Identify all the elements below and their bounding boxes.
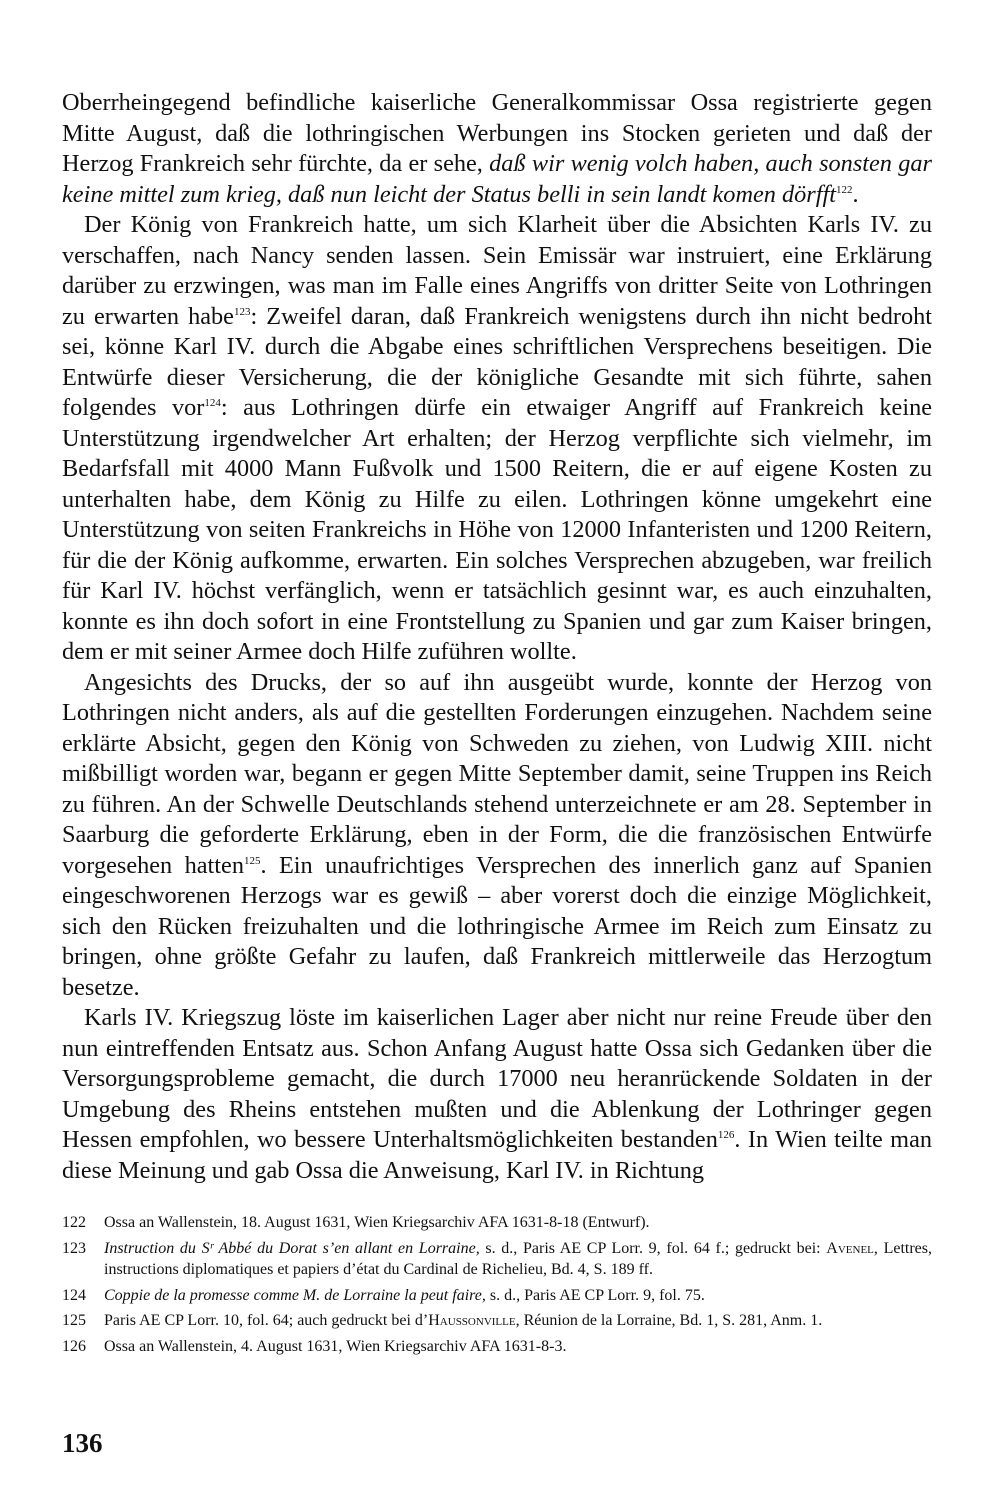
footnote-125 (62, 1310, 932, 1332)
footnote-ref-126: 126 (717, 1129, 735, 1141)
footnote-ref-123: 123 (233, 305, 251, 318)
footnote-ref-125: 125 (243, 854, 261, 867)
footnote-number: 125 (62, 1312, 86, 1329)
paragraph-3: Angesichts des Drucks, der so auf ihn ausgeübt wurde, konnte der Herzog von Lothringen nicht anders, als auf die gestellten Forderungen einzugehen. Nachdem seine erklärte Absicht, gegen den König von Schweden zu ziehen, von Ludwig XIII. nicht mißbilligt worden war, begann er gegen Mitte September damit, seine Truppen ins Reich zu führen. An der Schwelle Deutschlands stehend unterzeichnete er am 28. September in Saarburg die geforderte Erklärung, eben in der Form, die die französischen Entwürfe vorgesehen hatten$^{125}$. Ein unaufrichtiges Versprechen des innerlich ganz auf Spanien eingeschworenen Herzogs war es gewiß – aber vorerst doch die einzige Möglichkeit, sich den Rücken freizuhalten und die lothringische Armee im Reich zum Einsatz zu bringen, ohne größte Gefahr zu laufen, daß Frankreich mittlerweile das Herzogtum besetze. (62, 668, 932, 1001)
paragraph-1: Oberrheingegend befindliche kaiserliche Generalkommissar Ossa registrierte gegen Mitte August, daß die lothringischen Werbungen ins Stocken gerieten und daß der Herzog Frankreich sehr fürchte, da er sehe, daß wir wenig volch haben, auch sonsten gar keine mittel zum krieg, daß nun leicht der Status belli in sein landt komen dörfft$^{122}$. (62, 89, 932, 208)
footnote-123 (62, 1238, 932, 1281)
footnote-ref-122: 122 (836, 183, 853, 196)
footnote-number: 123 (62, 1239, 86, 1257)
page-number: 136 (62, 1428, 103, 1458)
footnote-text: Ossa an Wallenstein, 18. August 1631, Wien Kriegsarchiv AFA 1631-8-18 (Entwurf). (104, 1214, 650, 1231)
paragraph-2: Der König von Frankreich hatte, um sich Klarheit über die Absichten Karls IV. zu verschaffen, nach Nancy senden lassen. Sein Emissär war instruiert, eine Erklärung darüber zu erzwingen, was man im Falle eines Angriffs von dritter Seite von Lothringen zu erwarten habe$^{123}$: Zweifel daran, daß Frankreich wenigstens durch ihn nicht bedroht sei, könne Karl IV. durch die Abgabe eines schriftlichen Versprechens beseitigen. Die Entwürfe dieser Versicherung, die der königliche Gesandte mit sich führte, sahen folgendes vor$^{124}$: aus Lothringen dürfe ein etwaiger Angriff auf Frankreich keine Unterstützung irgendwelcher Art erhalten; der Herzog verpflichte sich vielmehr, im Bedarfsfall mit 4000 Mann Fußvolk und 1500 Reitern, die er auf eigene Kosten zu unterhalten habe, dem König zu Hilfe zu eilen. Lothringen könne umgekehrt eine Unterstützung von seiten Frankreichs in Höhe von 12000 Infanteristen und 1200 Reitern, für die der König aufkomme, erwarten. Ein solches Versprechen abzugeben, war freilich für Karl IV. höchst verfänglich, wenn er tatsächlich gesinnt war, es auch einzuhalten, konnte es ihn doch sofort in eine Frontstellung zu Spanien und gar zum Kaiser bringen, dem er mit seiner Armee doch Hilfe zuführen wollte. (62, 211, 933, 665)
footnote-text: Paris AE CP Lorr. 10, fol. 64; auch gedruckt bei d’Haussonville, Réunion de la Lorraine, Bd. 1, S. 281, Anm. 1. (104, 1312, 823, 1329)
quotation: daß wir wenig volch haben, auch sonsten gar keine mittel zum krieg, daß nun leicht der Status belli in sein landt komen dörfft (62, 150, 932, 208)
footnote-126 (62, 1336, 932, 1358)
footnote-124 (62, 1285, 932, 1307)
footnote-text: Instruction du Sʳ Abbé du Dorat s’en allant en Lorraine, s. d., Paris AE CP Lorr. 9, fol. 64 f.; gedruckt bei: Avenel, Lettres, instructions diplomatiques et papiers d’état du Cardinal de Richelieu, Bd. 4, S. 189 ff. (104, 1239, 933, 1278)
footnote-number: 122 (62, 1214, 86, 1231)
main-text (62, 88, 932, 1186)
paragraph-4: Karls IV. Kriegszug löste im kaiserlichen Lager aber nicht nur reine Freude über den nun eintreffenden Entsatz aus. Schon Anfang August hatte Ossa sich Gedanken über die Versorgungsprobleme gemacht, die durch 17000 neu heranrückende Soldaten in der Umgebung des Rheins entstehen mußten und die Ablenkung der Lothringer gegen Hessen empfohlen, wo bessere Unterhaltsmöglichkeiten bestanden$^{126}$. In Wien teilte man diese Meinung und gab Ossa die Anweisung, Karl IV. in Richtung (62, 1004, 932, 1184)
footnote-text: Coppie de la promesse comme M. de Lorraine la peut faire, s. d., Paris AE CP Lorr. 9, fol. 75. (104, 1286, 705, 1304)
footnote-number: 124 (62, 1286, 86, 1304)
footnote-122 (62, 1212, 932, 1234)
footnote-ref-124: 124 (204, 397, 221, 409)
footnote-text: Ossa an Wallenstein, 4. August 1631, Wien Kriegsarchiv AFA 1631-8-3. (104, 1337, 567, 1355)
footnotes (62, 1212, 932, 1361)
footnote-number: 126 (62, 1337, 86, 1355)
